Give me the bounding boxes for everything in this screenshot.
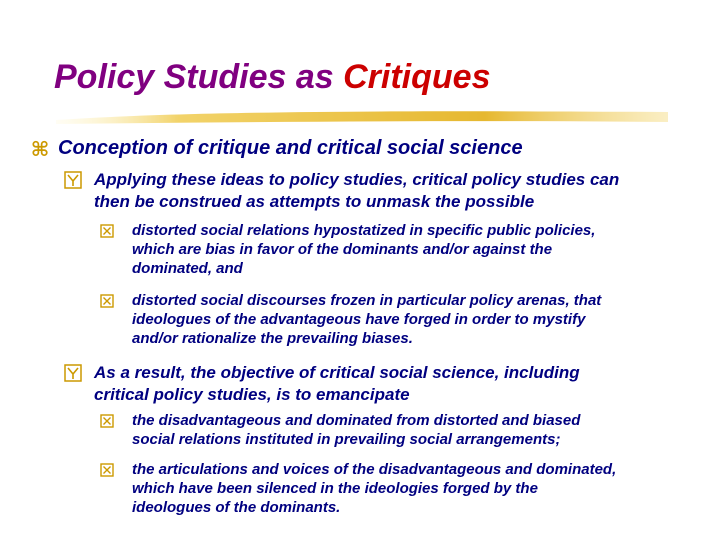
level3-text: [132, 291, 702, 348]
x-box-bullet-icon: [100, 463, 114, 477]
x-box-bullet-icon: [100, 414, 114, 428]
level3-line: which have been silenced in the ideologies forged by the: [132, 480, 538, 497]
z-bullet-icon: ⌘: [30, 137, 50, 161]
level2-text: [94, 169, 694, 213]
level3-line: which are bias in favor of the dominants and/or against the: [132, 241, 553, 258]
level3-text: [132, 221, 702, 278]
level3-text: [132, 411, 702, 449]
level2-line: As a result, the objective of critical social science, including: [94, 363, 580, 382]
slide-title: [54, 58, 490, 97]
level3-line: distorted social relations hypostatized in specific public policies,: [132, 222, 596, 239]
y-bullet-icon: [64, 364, 82, 382]
level2-line: then be construed as attempts to unmask the possible: [94, 192, 535, 211]
title-underline-decoration: [56, 106, 668, 128]
title-accent: Critiques: [343, 58, 491, 96]
x-box-bullet-icon: [100, 294, 114, 308]
level3-line: the articulations and voices of the disadvantageous and dominated,: [132, 461, 617, 478]
level2-text: [94, 362, 694, 406]
level3-line: dominated, and: [132, 260, 243, 277]
level3-line: social relations instituted in prevailing social arrangements;: [132, 431, 561, 448]
level3-line: distorted social discourses frozen in particular policy arenas, that: [132, 292, 602, 309]
level3-line: and/or rationalize the prevailing biases.: [132, 330, 413, 347]
title-main: Policy Studies as: [54, 58, 344, 96]
level3-line: the disadvantageous and dominated from distorted and biased: [132, 412, 581, 429]
level2-line: Applying these ideas to policy studies, critical policy studies can: [94, 170, 620, 189]
level3-line: ideologues of the dominants.: [132, 499, 341, 516]
x-box-bullet-icon: [100, 224, 114, 238]
level3-line: ideologues of the advantageous have forged in order to mystify: [132, 311, 586, 328]
y-bullet-icon: [64, 171, 82, 189]
level2-line: critical policy studies, is to emancipate: [94, 385, 410, 404]
level1-text: Conception of critique and critical social science: [58, 137, 523, 159]
level3-text: [132, 460, 702, 517]
